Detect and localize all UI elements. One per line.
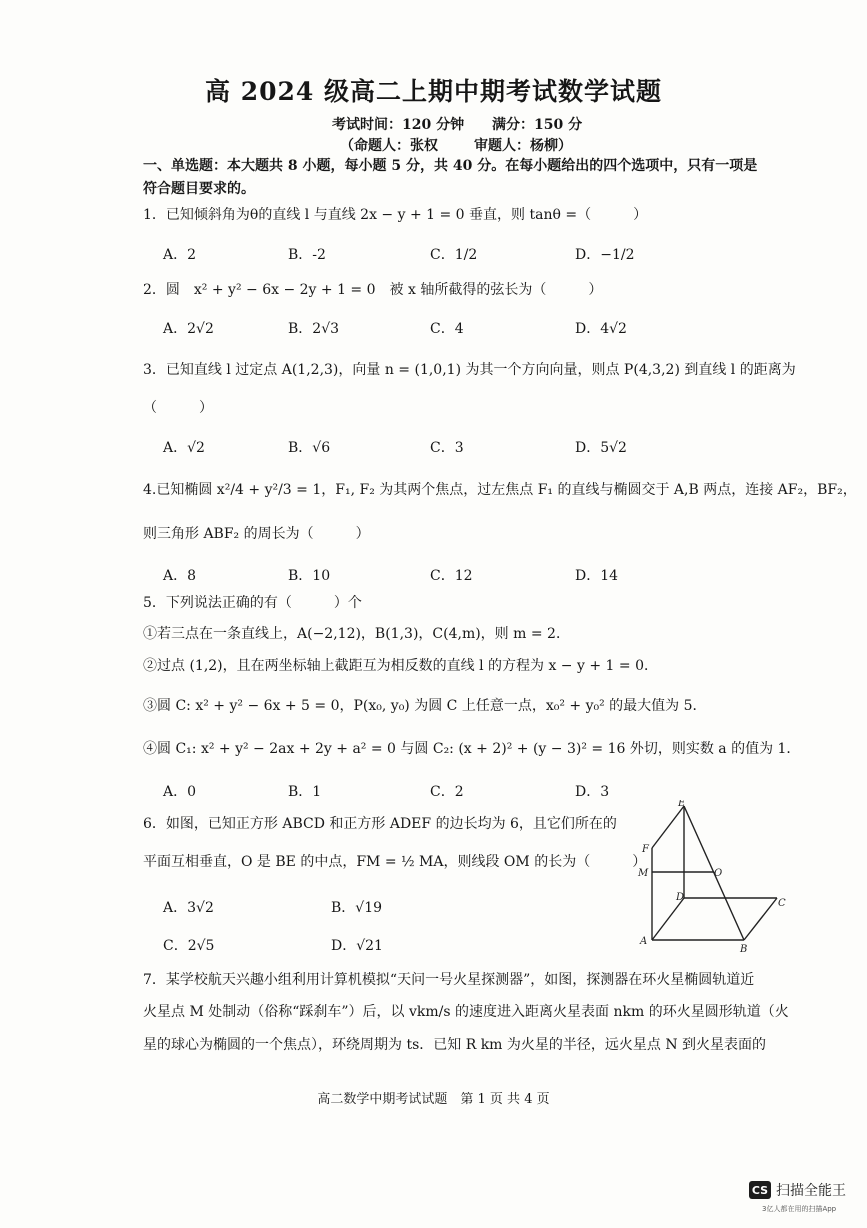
question-4-stem-2: 则三角形 ABF₂ 的周长为（ ） [143, 526, 370, 542]
section-heading-line2: 符合题目要求的。 [143, 181, 255, 197]
author: （命题人：张权 [340, 138, 438, 154]
question-3-stem: 3．已知直线 l 过定点 A(1,2,3)，向量 n = (1,0,1) 为其一个方向向量，则点 P(4,3,2) 到直线 l 的距离为 [143, 362, 796, 378]
point-d-label: D [676, 892, 685, 903]
page-title: 高 2024 级高二上期中期考试数学试题 [205, 77, 662, 106]
q1-option-b: B．-2 [288, 247, 326, 263]
q3-option-a: A．√2 [163, 440, 205, 456]
q1-option-a: A．2 [163, 247, 197, 263]
section-heading-line1: 一、单选题：本大题共 8 小题，每小题 5 分，共 40 分。在每小题给出的四个选项中，只有一项是 [143, 158, 758, 174]
point-m-label: M [638, 868, 649, 879]
q2-option-a: A．2√2 [163, 321, 214, 337]
question-6-stem: 6．如图，已知正方形 ABCD 和正方形 ADEF 的边长均为 6，且它们所在的 [143, 816, 617, 832]
q1-option-c: C．1/2 [430, 247, 478, 263]
question-7-stem-1: 7．某学校航天兴趣小组利用计算机模拟“天问一号火星探测器”，如图，探测器在环火星椭圆轨道近 [143, 972, 755, 988]
point-c-label: C [778, 898, 786, 909]
q1-option-d: D．−1/2 [575, 247, 635, 263]
q4-option-b: B．10 [288, 568, 331, 584]
q5-option-a: A．0 [163, 784, 197, 800]
exam-time: 考试时间：120 分钟 [332, 117, 465, 133]
q4-option-c: C．12 [430, 568, 473, 584]
q2-option-c: C．4 [430, 321, 464, 337]
q5-statement-3: ③圆 C: x² + y² − 6x + 5 = 0，P(x₀, y₀) 为圆 C 上任意一点，x₀² + y₀² 的最大值为 5． [143, 698, 707, 714]
camscanner-logo-icon: CS [749, 1181, 771, 1199]
question-7-stem-3: 星的球心为椭圆的一个焦点），环绕周期为 ts．已知 R km 为火星的半径，远火星点 N 到火星表面的 [143, 1037, 767, 1053]
q3-option-c: C．3 [430, 440, 464, 456]
full-score: 满分：150 分 [492, 117, 583, 133]
q2-option-d: D．4√2 [575, 321, 627, 337]
reviewer: 审题人：杨柳） [474, 138, 572, 154]
q4-option-a: A．8 [163, 568, 197, 584]
question-5-stem: 5．下列说法正确的有（ ）个 [143, 595, 362, 611]
q5-option-c: C．2 [430, 784, 464, 800]
watermark-tagline: 3亿人都在用的扫描App [762, 1205, 837, 1213]
q5-statement-4: ④圆 C₁: x² + y² − 2ax + 2y + a² = 0 与圆 C₂: (x + 2)² + (y − 3)² = 16 外切，则实数 a 的值为 1． [143, 741, 801, 757]
q6-option-b: B．√19 [331, 900, 383, 916]
page-footer: 高二数学中期考试试题 第 1 页 共 4 页 [317, 1092, 550, 1107]
q2-option-b: B．2√3 [288, 321, 340, 337]
watermark-name: 扫描全能王 [776, 1183, 846, 1199]
question-7-stem-2: 火星点 M 处制动（俗称“踩刹车”）后，以 vkm/s 的速度进入距离火星表面 nkm 的环火星圆形轨道（火 [143, 1004, 789, 1020]
scanner-watermark [749, 1180, 846, 1200]
point-f-label: F [642, 844, 649, 855]
question-4-stem: 4.已知椭圆 x²/4 + y²/3 = 1，F₁, F₂ 为其两个焦点，过左焦点 F₁ 的直线与椭圆交于 A,B 两点，连接 AF₂，BF₂， [143, 482, 857, 498]
question-3-stem-2: （ ） [143, 400, 213, 416]
q5-option-b: B．1 [288, 784, 322, 800]
q3-option-d: D．5√2 [575, 440, 627, 456]
question-2-stem: 2．圆 x² + y² − 6x − 2y + 1 = 0 被 x 轴所截得的弦长为（ ） [143, 282, 603, 298]
q6-option-a: A．3√2 [163, 900, 214, 916]
point-a-label: A [640, 936, 648, 947]
q5-statement-1: ①若三点在一条直线上，A(−2,12)，B(1,3)，C(4,m)，则 m = 2． [143, 626, 570, 642]
q5-statement-2: ②过点 (1,2)，且在两坐标轴上截距互为相反数的直线 l 的方程为 x − y + 1 = 0． [143, 658, 658, 674]
q6-option-d: D．√21 [331, 938, 383, 954]
question-1-stem: 1．已知倾斜角为θ的直线 l 与直线 2x − y + 1 = 0 垂直，则 tanθ =（ ） [143, 207, 648, 223]
q6-option-c: C．2√5 [163, 938, 215, 954]
q4-option-d: D．14 [575, 568, 619, 584]
cube-figure-q6 [632, 800, 792, 952]
point-b-label: B [740, 944, 748, 952]
point-o-label: O [714, 868, 723, 879]
point-e-label: E [678, 800, 686, 809]
question-6-stem-2: 平面互相垂直，O 是 BE 的中点，FM = ½ MA，则线段 OM 的长为（ ） [143, 854, 647, 870]
q5-option-d: D．3 [575, 784, 610, 800]
q3-option-b: B．√6 [288, 440, 331, 456]
